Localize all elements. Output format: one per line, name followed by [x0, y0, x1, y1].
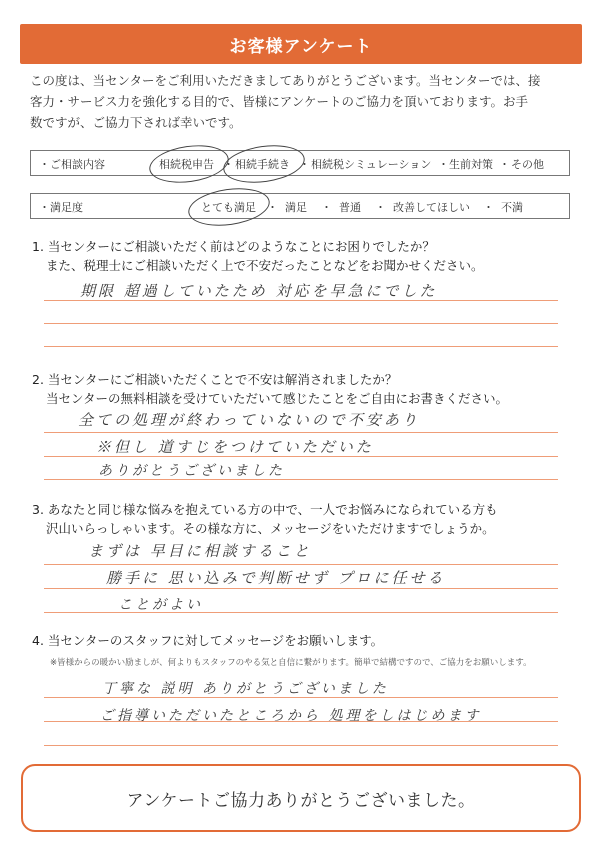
survey-title: お客様アンケート [20, 24, 582, 64]
question-2 [32, 370, 508, 408]
consult-label: ・ご相談内容 [39, 158, 105, 171]
separator-dot: ・ [438, 158, 449, 171]
selection-circle [221, 140, 307, 187]
satisfaction-option[interactable]: 満足 [285, 201, 307, 214]
question-line: 2. 当センターにご相談いただくことで不安は解消されましたか？ [32, 372, 398, 387]
handwritten-answer: ことがよい [118, 597, 203, 613]
consult-option[interactable]: 相続税申告 [159, 158, 214, 171]
handwritten-answer: 丁寧な 説明 ありがとうございました [102, 681, 389, 697]
separator-dot: ・ [321, 201, 332, 214]
answer-line [44, 745, 558, 746]
question-line: 当センターの無料相談を受けていただいて感じたことをご自由にお書きください。 [46, 391, 509, 406]
consult-option[interactable]: その他 [511, 158, 544, 171]
satisfaction-option[interactable]: 改善してほしい [393, 201, 470, 214]
answer-line [44, 612, 558, 613]
separator-dot: ・ [299, 158, 310, 171]
question-line: 4. 当センターのスタッフに対してメッセージをお願いします。 [32, 633, 384, 648]
question-1 [32, 237, 484, 275]
handwritten-answer: 全ての処理が終わっていないので不安あり [78, 411, 420, 429]
consult-option[interactable]: 生前対策 [449, 158, 493, 171]
answer-line [44, 721, 558, 722]
separator-dot: ・ [483, 201, 494, 214]
thank-you-box [21, 764, 581, 832]
separator-dot: ・ [375, 201, 386, 214]
handwritten-answer: ありがとうございました [98, 463, 285, 479]
satisfaction-row [30, 193, 570, 219]
answer-line [44, 697, 558, 698]
handwritten-answer: 勝手に 思い込みで判断せず プロに任せる [106, 569, 446, 587]
intro-line: この度は、当センターをご利用いただきましてありがとうございます。当センターでは、接 [30, 73, 541, 88]
separator-dot: ・ [223, 158, 234, 171]
handwritten-answer: まずは 早目に相談すること [88, 542, 312, 560]
separator-dot: ・ [499, 158, 510, 171]
answer-line [44, 300, 558, 301]
question-3 [32, 500, 498, 538]
consult-option[interactable]: 相続税シミュレーション [311, 158, 432, 171]
answer-line [44, 432, 558, 433]
handwritten-answer: ※但し 道すじをつけていただいた [96, 438, 374, 456]
satisfaction-option[interactable]: 不満 [501, 201, 523, 214]
question-line: また、税理士にご相談いただく上で不安だったことなどをお聞かせください。 [46, 258, 484, 273]
thank-you-text: アンケートご協力ありがとうございました。 [126, 790, 476, 811]
satisfaction-option[interactable]: 普通 [339, 201, 361, 214]
separator-dot: ・ [267, 201, 278, 214]
question-4 [32, 631, 383, 650]
satisfaction-option[interactable]: とても満足 [201, 201, 256, 214]
satisfaction-label: ・満足度 [39, 201, 83, 214]
answer-line [44, 323, 558, 324]
question-line: 1. 当センターにご相談いただく前はどのようなことにお困りでしたか？ [32, 239, 435, 254]
intro-line: 数ですが、ご協力下されば幸いです。 [30, 115, 242, 130]
answer-line [44, 456, 558, 457]
handwritten-answer: 期限 超過していたため 対応を早急にでした [80, 282, 438, 300]
answer-line [44, 346, 558, 347]
selection-circle [186, 183, 272, 230]
question-line: 3. あなたと同じ様な悩みを抱えている方の中で、一人でお悩みになられている方も [32, 502, 498, 517]
selection-circle [147, 141, 231, 188]
encouragement-note: ※皆様からの暖かい励ましが、何よりもスタッフのやる気と自信に繋がります。簡単で結構ですので、ご協力をお願いします。 [50, 658, 532, 668]
intro-line: 客力・サービス力を強化する目的で、皆様にアンケートのご協力を頂いております。お手 [30, 94, 529, 109]
answer-line [44, 564, 558, 565]
intro-text [30, 70, 580, 133]
handwritten-answer: ご指導いただいたところから 処理をしはじめます [100, 708, 482, 724]
answer-line [44, 588, 558, 589]
consult-option[interactable]: 相続手続き [235, 158, 290, 171]
question-line: 沢山いらっしゃいます。その様な方に、メッセージをいただけますでしょうか。 [46, 521, 495, 536]
answer-line [44, 479, 558, 480]
